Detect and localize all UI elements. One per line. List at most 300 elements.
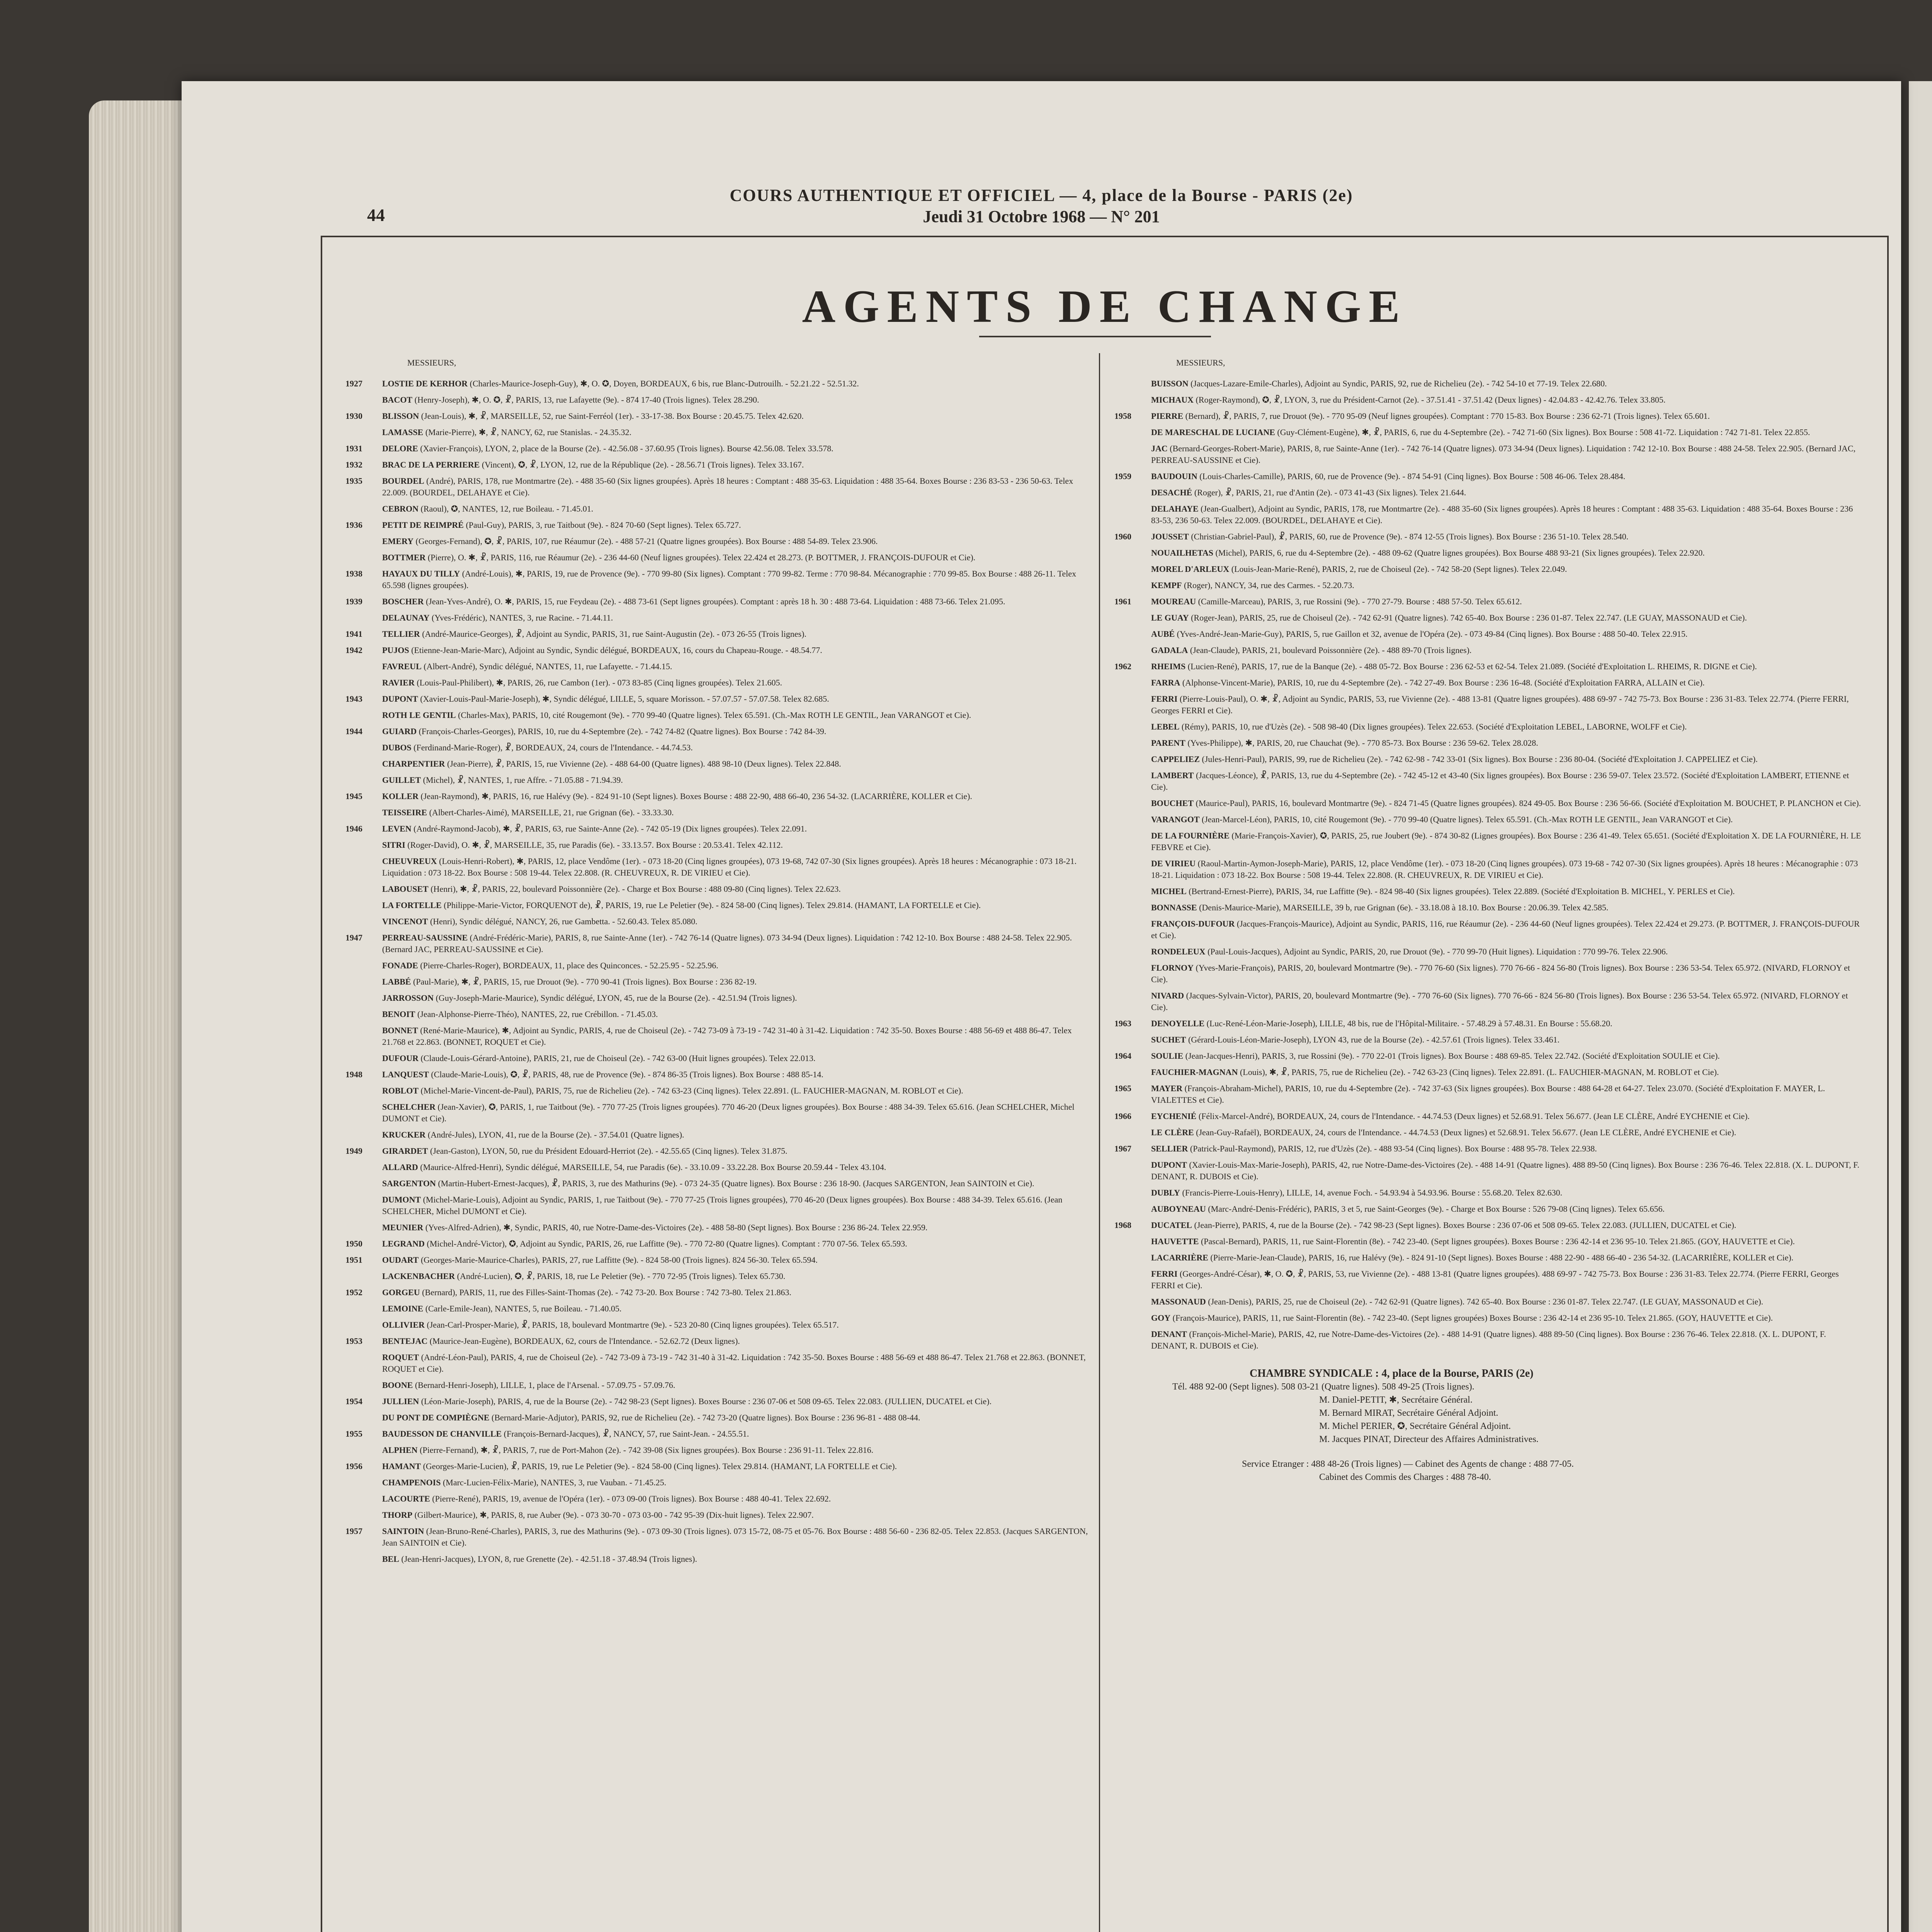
agent-details: (Maurice-Alfred-Henri), Syndic délégué, MARSEILLE, 54, rue Paradis (6e). - 33.10.09 - 33.22.28. Box Bourse 20.59.44 - Telex 43.104. (420, 1162, 886, 1172)
agent-entry (1114, 1127, 1864, 1138)
entry-year (1114, 798, 1151, 809)
agent-details: (Maurice-Paul), PARIS, 16, boulevard Montmartre (9e). - 824 71-45 (Quatre lignes groupées). 824 49-05. Box Bourse : 236 56-66. (Société d'Exploitation M. BOUCHET, P. PLANCHON et Cie). (1196, 798, 1861, 808)
agent-details: (Jacques-Sylvain-Victor), PARIS, 20, boulevard Montmartre (9e). - 770 76-60 (Six lignes). 770 76-66 - 824 56-80 (Trois lignes). Box Bourse : 236 53-54. Telex 65.972. (NIVARD, FLORNOY et Cie). (1151, 991, 1848, 1012)
content-frame (321, 236, 1889, 1932)
agent-entry (1114, 1159, 1864, 1182)
agent-entry (345, 976, 1095, 988)
entry-year (345, 677, 382, 689)
entry-year (1114, 830, 1151, 853)
chambre-tel: Tél. 488 92-00 (Sept lignes). 508 03-21 (Quatre lignes). 508 49-25 (Trois lignes). (1172, 1382, 1475, 1392)
entry-year (1114, 645, 1151, 656)
agent-name: CEBRON (382, 504, 419, 514)
agent-details: (Roger-David), O. ✱, ☧, MARSEILLE, 35, rue Paradis (6e). - 33.13.57. Box Bourse : 20.53.41. Telex 42.112. (407, 840, 783, 850)
agent-name: VARANGOT (1151, 815, 1200, 824)
agent-entry (1114, 1018, 1864, 1029)
entry-year (345, 1493, 382, 1505)
entry-year (1114, 1127, 1151, 1138)
agent-entry (1114, 394, 1864, 406)
agent-details: (André-Frédéric-Marie), PARIS, 8, rue Sainte-Anne (1er). - 742 76-14 (Quatre lignes). 073 34-94 (Deux lignes). Liquidation : 742 12-10. Box Bourse : 488 24-58. Telex 22.905. (Bernard JAC, PERREAU-SAUSSINE et Cie). (382, 933, 1072, 954)
entry-body (382, 883, 1095, 895)
entry-body (1151, 1034, 1864, 1046)
agent-entry (345, 475, 1095, 498)
chambre-member: M. Daniel-PETIT, ✱, Secrétaire Général. (1319, 1395, 1473, 1405)
entry-year (1114, 1159, 1151, 1182)
agent-name: FERRI (1151, 1269, 1178, 1279)
agent-entry (1114, 677, 1864, 689)
agent-entry (345, 1009, 1095, 1020)
agent-name: MICHEL (1151, 886, 1187, 896)
entry-year (1114, 918, 1151, 941)
entry-body (382, 1509, 1095, 1521)
entry-body (382, 459, 1095, 471)
agent-entry (345, 503, 1095, 515)
entry-body (1151, 721, 1864, 733)
agent-name: BENOIT (382, 1009, 415, 1019)
entry-year (1114, 693, 1151, 716)
entry-body (1151, 645, 1864, 656)
entry-body (382, 916, 1095, 927)
agent-entry (345, 807, 1095, 818)
agent-entry (1114, 721, 1864, 733)
agent-name: BRAC DE LA PERRIERE (382, 460, 480, 469)
agent-name: MEUNIER (382, 1223, 423, 1232)
agent-entry (1114, 628, 1864, 640)
agent-entry (345, 916, 1095, 927)
entry-year (345, 855, 382, 879)
agent-name: PIERRE (1151, 411, 1184, 421)
entry-body (1151, 1143, 1864, 1155)
agent-entry (345, 536, 1095, 547)
agent-details: (Roger-Raymond), ✪, ☧, LYON, 3, rue du Président-Carnot (2e). - 37.51.41 - 37.51.42 (Deux lignes) - 42.04.83 - 42.42.76. Telex 33.805. (1196, 395, 1666, 405)
entry-body (382, 1101, 1095, 1124)
agent-entry (345, 1238, 1095, 1250)
entry-year (1114, 580, 1151, 591)
entry-year (1114, 563, 1151, 575)
agent-details: (Jacques-Léonce), ☧, PARIS, 13, rue du 4-Septembre (2e). - 742 45-12 et 43-40 (Six lignes groupées). Box Bourse : 236 59-07. Telex 23.572. (Société d'Exploitation LAMBERT, ETIENNE et Cie). (1151, 770, 1849, 792)
entry-body (1151, 677, 1864, 689)
agent-details: (Jean-Xavier), ✪, PARIS, 1, rue Taitbout (9e). - 770 77-25 (Trois lignes groupées). 770 46-20 (Deux lignes groupées). Box Bourse : 488 34-39. Telex 65.616. (Jean SCHELCHER, Michel DUMONT et Cie). (382, 1102, 1075, 1123)
agent-name: SELLIER (1151, 1144, 1188, 1153)
entry-body (382, 475, 1095, 498)
entry-body (1151, 753, 1864, 765)
agent-details: (Guy-Joseph-Marie-Maurice), Syndic délégué, LYON, 45, rue de la Bourse (2e). - 42.51.94 (Trois lignes). (435, 993, 797, 1003)
entry-body (382, 807, 1095, 818)
entry-year: 1948 (345, 1070, 362, 1079)
entry-year (1114, 378, 1151, 389)
entry-year (345, 503, 382, 515)
agent-entry (1114, 645, 1864, 656)
agent-entry (1114, 1050, 1864, 1062)
agent-name: LEGRAND (382, 1239, 425, 1248)
agent-name: RONDELEUX (1151, 947, 1206, 956)
agent-entry (345, 960, 1095, 971)
agent-details: (Bertrand-Ernest-Pierre), PARIS, 34, rue Laffitte (9e). - 824 98-40 (Six lignes groupées). Telex 22.889. (Société d'Exploitation B. MICHEL, Y. PERLES et Cie). (1189, 886, 1735, 896)
agent-entry (345, 596, 1095, 607)
entry-year (345, 1379, 382, 1391)
agent-entry (1114, 798, 1864, 809)
agent-entry (1114, 1111, 1864, 1122)
agent-entry (345, 443, 1095, 454)
agent-details: (Roger), ☧, PARIS, 21, rue d'Antin (2e). - 073 41-43 (Six lignes). Telex 21.644. (1194, 488, 1466, 497)
entry-body (1151, 503, 1864, 526)
chambre-member: M. Jacques PINAT, Directeur des Affaires Administratives. (1319, 1434, 1539, 1444)
entry-year (1114, 990, 1151, 1013)
right-column (1114, 357, 1864, 1932)
entry-body (1151, 1111, 1864, 1122)
agent-name: DUBLY (1151, 1188, 1180, 1197)
agent-details: (Louis-Paul-Philibert), ✱, PARIS, 26, rue Cambon (1er). - 073 83-85 (Cinq lignes groupées). Telex 21.605. (417, 678, 782, 687)
entry-body (382, 1319, 1095, 1331)
agent-entry (345, 645, 1095, 656)
entry-year (1114, 1252, 1151, 1264)
agent-details: (André-Maurice-Georges), ☧, Adjoint au Syndic, PARIS, 31, rue Saint-Augustin (2e). - 073 26-55 (Trois lignes). (422, 629, 807, 639)
entry-year: 1938 (345, 569, 362, 578)
entry-year: 1956 (345, 1461, 362, 1471)
agent-details: (André-Louis), ✱, PARIS, 19, rue de Provence (9e). - 770 99-80 (Six lignes). Comptant : 770 99-82. Terme : 770 98-84. Mécanographie : 770 99-85. Box Bourse : 488 26-11. Telex 65.598 (lignes groupées). (382, 569, 1077, 590)
page-header (182, 185, 1901, 226)
agent-name: LACARRIÈRE (1151, 1253, 1208, 1262)
agent-entry (1114, 1328, 1864, 1352)
agent-name: FRANÇOIS-DUFOUR (1151, 919, 1235, 929)
agent-details: (Henri), Syndic délégué, NANCY, 26, rue Gambetta. - 52.60.43. Telex 85.080. (430, 917, 697, 926)
agent-details: (Rémy), PARIS, 10, rue d'Uzès (2e). - 508 98-40 (Dix lignes groupées). Telex 22.653. (Société d'Exploitation LEBEL, LABORNE, WOLFF et Cie). (1181, 722, 1687, 731)
agent-entry (1114, 962, 1864, 985)
entry-body (1151, 830, 1864, 853)
agent-entry (1114, 531, 1864, 543)
agent-details: (Gilbert-Maurice), ✱, PARIS, 8, rue Auber (9e). - 073 30-70 - 073 03-00 - 742 95-39 (Dix-huit lignes). Telex 22.907. (414, 1510, 814, 1520)
entry-body (1151, 990, 1864, 1013)
agent-name: CAPPELIEZ (1151, 754, 1200, 764)
agent-name: DUPONT (1151, 1160, 1187, 1170)
chambre-title: CHAMBRE SYNDICALE : 4, place de la Bourse, PARIS (2e) (1250, 1367, 1534, 1379)
entry-body (1151, 918, 1864, 941)
entry-year: 1963 (1114, 1019, 1131, 1028)
agent-entry (1114, 661, 1864, 672)
entry-body (382, 709, 1095, 721)
entry-year: 1967 (1114, 1144, 1131, 1153)
agent-details: (Albert-André), Syndic délégué, NANTES, 11, rue Lafayette. - 71.44.15. (423, 662, 672, 671)
agent-entry (345, 1254, 1095, 1266)
entry-body (382, 758, 1095, 770)
entry-year (345, 1025, 382, 1048)
agent-details: (Georges-André-César), ✱, O. ✪, ☧, PARIS, 53, rue Vivienne (2e). - 488 13-81 (Quatre lignes groupées). 488 69-97 - 742 75-73. Box Bourse : 236 31-83. Telex 22.774. (Pierre FERRI, Georges FERRI et Cie). (1151, 1269, 1839, 1290)
entry-year (1114, 1203, 1151, 1215)
agent-details: (Patrick-Paul-Raymond), PARIS, 12, rue d'Uzès (2e). - 488 93-54 (Cinq lignes). Box Bourse : 488 95-78. Telex 22.938. (1190, 1144, 1597, 1153)
entry-year (345, 1444, 382, 1456)
agent-entry (345, 932, 1095, 955)
entry-body (382, 693, 1095, 705)
agent-details: (Charles-Max), PARIS, 10, cité Rougemont (9e). - 770 99-40 (Quatre lignes). Telex 65.591. (Ch.-Max ROTH LE GENTIL, Jean VARANGOT et Cie). (458, 710, 971, 720)
entry-body (382, 378, 1095, 389)
agent-entry (345, 883, 1095, 895)
entry-body (382, 855, 1095, 879)
agent-name: BONNET (382, 1026, 418, 1035)
agent-entry (1114, 1203, 1864, 1215)
entry-year (345, 900, 382, 911)
agent-name: MASSONAUD (1151, 1297, 1206, 1306)
agent-details: (Paul-Guy), PARIS, 3, rue Taitbout (9e). - 824 70-60 (Sept lignes). Telex 65.727. (466, 520, 741, 530)
agent-name: CHEUVREUX (382, 856, 437, 866)
entry-year (1114, 737, 1151, 749)
agent-details: (Marc-André-Denis-Frédéric), PARIS, 3 et 5, rue Saint-Georges (9e). - Charge et Box Bourse : 526 79-08 (Cinq lignes). Telex 65.656. (1208, 1204, 1665, 1214)
agent-entry (1114, 1083, 1864, 1106)
agent-entry (345, 1287, 1095, 1298)
agent-name: JULLIEN (382, 1396, 419, 1406)
agent-name: BAUDOUIN (1151, 471, 1197, 481)
agent-name: LACKENBACHER (382, 1271, 455, 1281)
entry-year (1114, 487, 1151, 498)
agent-name: BLISSON (382, 411, 419, 421)
entry-year (345, 774, 382, 786)
entry-year (345, 1303, 382, 1315)
entry-year (1114, 814, 1151, 825)
agent-entry (1114, 596, 1864, 607)
entry-year: 1935 (345, 476, 362, 486)
agent-name: KRUCKER (382, 1130, 426, 1139)
entry-body (1151, 1083, 1864, 1106)
entry-year: 1936 (345, 520, 362, 530)
agent-entry (345, 427, 1095, 438)
entry-body (382, 839, 1095, 851)
agent-details: (Michel-Marie-Louis), Adjoint au Syndic, PARIS, 1, rue Taitbout (9e). - 770 77-25 (Trois lignes groupées), 770 46-20 (Deux lignes groupées). Box Bourse : 488 34-39. Telex 65.616. (Jean SCHELCHER, Michel DUMONT et Cie). (382, 1195, 1063, 1216)
agent-name: RHEIMS (1151, 662, 1186, 671)
agent-entry (345, 410, 1095, 422)
entry-body (382, 1428, 1095, 1440)
agent-details: (Yves-André-Jean-Marie-Guy), PARIS, 5, rue Gaillon et 32, avenue de l'Opéra (2e). - 073 49-84 (Cinq lignes). Box Bourse : 488 50-40. Telex 22.915. (1177, 629, 1688, 639)
entry-year (345, 1129, 382, 1141)
agent-details: (Jules-Henri-Paul), PARIS, 99, rue de Richelieu (2e). - 742 62-98 - 742 33-01 (Six lignes). Box Bourse : 236 80-04. (Société d'Exploitation J. CAPPELIEZ et Cie). (1202, 754, 1758, 764)
agent-details: (Jean-Yves-André), O. ✱, PARIS, 15, rue Feydeau (2e). - 488 73-61 (Sept lignes groupées). Comptant : après 18 h. 30 : 488 73-64. Liquidation : 488 73-66. Telex 21.095. (426, 597, 1005, 606)
entry-year (345, 536, 382, 547)
agent-list-right (1114, 378, 1864, 1352)
agent-details: (Claude-Marie-Louis), ✪, ☧, PARIS, 48, rue de Provence (9e). - 874 86-35 (Trois lignes). Box Bourse : 488 85-14. (431, 1070, 823, 1079)
agent-details: (Albert-Charles-Aimé), MARSEILLE, 21, rue Grignan (6e). - 33.33.30. (429, 808, 674, 817)
entry-year (345, 394, 382, 406)
entry-year: 1957 (345, 1526, 362, 1536)
agent-entry (1114, 471, 1864, 482)
entry-body (382, 443, 1095, 454)
entry-body (1151, 1296, 1864, 1308)
agent-details: (Etienne-Jean-Marie-Marc), Adjoint au Syndic, Syndic délégué, BORDEAUX, 16, cours du Chapeau-Rouge. - 48.54.77. (411, 645, 822, 655)
service-etranger: Service Etranger : 488 48-26 (Trois lignes) — Cabinet des Agents de change : 488 77-05. (1242, 1459, 1574, 1469)
agent-name: ROBLOT (382, 1086, 419, 1095)
agent-details: (André-Jules), LYON, 41, rue de la Bourse (2e). - 37.54.01 (Quatre lignes). (427, 1130, 684, 1139)
entry-body (382, 1379, 1095, 1391)
agent-entry (345, 742, 1095, 753)
entry-year: 1966 (1114, 1111, 1131, 1121)
agent-entry (1114, 1066, 1864, 1078)
title-rule (979, 336, 1211, 337)
agent-name: BOONE (382, 1380, 413, 1390)
agent-name: ALLARD (382, 1162, 418, 1172)
entry-body (1151, 1066, 1864, 1078)
agent-entry (345, 394, 1095, 406)
agent-details: (Charles-Maurice-Joseph-Guy), ✱, O. ✪, Doyen, BORDEAUX, 6 bis, rue Blanc-Dutrouilh. - 52.21.22 - 52.51.32. (469, 379, 859, 388)
agent-name: LEBEL (1151, 722, 1180, 731)
agent-name: PERREAU-SAUSSINE (382, 933, 468, 942)
agent-name: DU PONT DE COMPIÈGNE (382, 1413, 490, 1422)
agent-name: LABOUSET (382, 884, 429, 894)
agent-entry (345, 693, 1095, 705)
agent-entry (345, 823, 1095, 835)
agent-entry (345, 552, 1095, 563)
entry-year: 1953 (345, 1336, 362, 1346)
agent-entry (345, 628, 1095, 640)
agent-details: (Jean-Alphonse-Pierre-Théo), NANTES, 22, rue Crébillon. - 71.45.03. (417, 1009, 658, 1019)
agent-entry (345, 1101, 1095, 1124)
entry-body (382, 742, 1095, 753)
agent-entry (345, 1194, 1095, 1217)
entry-body (382, 1396, 1095, 1407)
agent-entry (1114, 1143, 1864, 1155)
agent-entry (345, 1444, 1095, 1456)
entry-body (1151, 770, 1864, 793)
agent-details: (Jean-Marcel-Léon), PARIS, 10, cité Rougemont (9e). - 770 99-40 (Quatre lignes). Telex 65.591. (Ch.-Max ROTH LE GENTIL, Jean VARANGOT et Cie). (1202, 815, 1733, 824)
agent-name: BAUDESSON DE CHANVILLE (382, 1429, 502, 1439)
agent-name: KOLLER (382, 791, 419, 801)
agent-name: BOUCHET (1151, 798, 1194, 808)
entry-year (1114, 1034, 1151, 1046)
agent-entry (1114, 580, 1864, 591)
agent-name: JOUSSET (1151, 532, 1189, 541)
entry-body (382, 791, 1095, 802)
entry-body (382, 568, 1095, 591)
entry-body (1151, 394, 1864, 406)
agent-name: LOSTIE DE KERHOR (382, 379, 468, 388)
entry-year (1114, 612, 1151, 624)
agent-details: (Xavier-Louis-Max-Marie-Joseph), PARIS, 42, rue Notre-Dame-des-Victoires (2e). - 488 14-91 (Quatre lignes). 488 89-50 (Cinq lignes). Box Bourse : 236 76-46. Telex 22.818. (X. L. DUPONT, F. DENANT, R. DUBOIS et Cie). (1151, 1160, 1860, 1181)
entry-year (345, 960, 382, 971)
agent-details: (Michel), ☧, NANTES, 1, rue Affre. - 71.05.88 - 71.94.39. (423, 775, 623, 785)
agent-details: (Raoul), ✪, NANTES, 12, rue Boileau. - 71.45.01. (420, 504, 594, 514)
agent-entry (345, 726, 1095, 737)
agent-details: (Georges-Marie-Maurice-Charles), PARIS, 27, rue Laffitte (9e). - 824 58-00 (Trois lignes). 824 56-30. Telex 65.594. (421, 1255, 818, 1265)
agent-name: HAMANT (382, 1461, 421, 1471)
entry-year (345, 807, 382, 818)
entry-body (1151, 563, 1864, 575)
entry-body (382, 1178, 1095, 1189)
entry-year (1114, 1268, 1151, 1291)
entry-year (345, 742, 382, 753)
agent-details: (Paul-Marie), ✱, ☧, PARIS, 15, rue Drouot (9e). - 770 90-41 (Trois lignes). Box Bourse : 236 82-19. (413, 977, 757, 986)
agent-details: (Bernard-Marie-Adjutor), PARIS, 92, rue de Richelieu (2e). - 742 73-20 (Quatre lignes). Box Bourse : 236 96-81 - 488 08-44. (492, 1413, 920, 1422)
agent-details: (Marie-Pierre), ✱, ☧, NANCY, 62, rue Stanislas. - 24.35.32. (425, 427, 632, 437)
agent-details: (René-Marie-Maurice), ✱, Adjoint au Syndic, PARIS, 4, rue de Choiseul (2e). - 742 73-09 à 73-19 - 742 31-40 à 31-42. Liquidation : 742 35-50. Boxes Bourse : 488 56-69 et 488 86-47. Telex 21.768 et 22.863. (BONNET, ROQUET et Cie). (382, 1026, 1072, 1047)
gazette-page (182, 81, 1901, 1932)
agent-details: (François-Abraham-Michel), PARIS, 10, rue du 4-Septembre (2e). - 742 37-63 (Six lignes groupées). Box Bourse : 488 64-28 et 64-27. Telex 23.070. (Société d'Exploitation F. MAYER, L. VIALETTES et Cie). (1151, 1083, 1825, 1105)
entry-year (1114, 946, 1151, 957)
agent-name: CHARPENTIER (382, 759, 445, 769)
agent-details: (Léon-Marie-Joseph), PARIS, 4, rue de la Bourse (2e). - 742 98-23 (Sept lignes). Boxes Bourse : 236 07-06 et 508 09-65. Telex 22.083. (JULLIEN, DUCATEL et Cie). (421, 1396, 992, 1406)
entry-body (1151, 1050, 1864, 1062)
agent-entry (345, 1222, 1095, 1233)
agent-name: BOSCHER (382, 597, 424, 606)
agent-entry (1114, 770, 1864, 793)
agent-details: (Louis), ✱, ☧, PARIS, 75, rue de Richelieu (2e). - 742 63-23 (Cinq lignes). Telex 22.891. (L. FAUCHIER-MAGNAN, M. ROBLOT et Cie). (1240, 1067, 1719, 1077)
agent-details: (Pierre), O. ✱, ☧, PARIS, 116, rue Réaumur (2e). - 236 44-60 (Neuf lignes groupées). Telex 22.424 et 28.273. (P. BOTTMER, J. FRANÇOIS-DUFOUR et Cie). (427, 553, 976, 562)
agent-name: ROTH LE GENTIL (382, 710, 456, 720)
entry-year (1114, 394, 1151, 406)
agent-name: SCHELCHER (382, 1102, 436, 1112)
entry-body (382, 1553, 1095, 1565)
agent-name: FAUCHIER-MAGNAN (1151, 1067, 1238, 1077)
agent-name: BOURDEL (382, 476, 424, 486)
entry-year (345, 1509, 382, 1521)
entry-body (382, 596, 1095, 607)
entry-body (1151, 580, 1864, 591)
entry-year (1114, 858, 1151, 881)
agent-entry (345, 1396, 1095, 1407)
entry-year: 1932 (345, 460, 362, 469)
agent-name: THORP (382, 1510, 413, 1520)
agent-details: (Jean-Claude), PARIS, 21, boulevard Poissonnière (2e). - 488 89-70 (Trois lignes). (1190, 645, 1472, 655)
agent-name: GIRARDET (382, 1146, 428, 1156)
agent-list-left (345, 378, 1095, 1565)
entry-year (345, 661, 382, 672)
agent-name: GUIARD (382, 726, 417, 736)
agent-details: (Xavier-François), LYON, 2, place de la Bourse (2e). - 42.56.08 - 37.60.95 (Trois lignes). Bourse 42.56.08. Telex 33.578. (420, 444, 833, 453)
entry-year: 1943 (345, 694, 362, 704)
agent-details: (Paul-Louis-Jacques), Adjoint au Syndic, PARIS, 20, rue Drouot (9e). - 770 99-70 (Huit lignes). Liquidation : 770 99-76. Telex 22.906. (1208, 947, 1668, 956)
entry-body (382, 536, 1095, 547)
agent-details: (Henry-Joseph), ✱, O. ✪, ☧, PARIS, 13, rue Lafayette (9e). - 874 17-40 (Trois lignes). Telex 28.290. (414, 395, 759, 405)
agent-name: SARGENTON (382, 1179, 436, 1188)
agent-details: (Carle-Emile-Jean), NANTES, 5, rue Boileau. - 71.40.05. (425, 1304, 622, 1313)
entry-year (1114, 886, 1151, 897)
entry-body (382, 1461, 1095, 1472)
entry-year: 1946 (345, 824, 362, 833)
agent-entry (345, 855, 1095, 879)
agent-entry (345, 612, 1095, 624)
agent-details: (Lucien-René), PARIS, 17, rue de la Banque (2e). - 488 05-72. Box Bourse : 236 62-53 et 62-54. Telex 21.089. (Société d'Exploitation L. RHEIMS, R. DIGNE et Cie). (1187, 662, 1757, 671)
agent-entry (345, 1270, 1095, 1282)
agent-name: FAVREUL (382, 662, 422, 671)
agent-details: (Georges-Marie-Lucien), ☧, PARIS, 19, rue Le Peletier (9e). - 824 58-00 (Cinq lignes). Telex 29.814. (HAMANT, LA FORTELLE et Cie). (423, 1461, 897, 1471)
entry-year: 1964 (1114, 1051, 1131, 1061)
agent-name: MICHAUX (1151, 395, 1194, 405)
entry-year: 1930 (345, 411, 362, 421)
agent-details: (Xavier-Louis-Paul-Marie-Joseph), ✱, Syndic délégué, LILLE, 5, square Morisson. - 57.07.57 - 57.07.58. Telex 82.685. (420, 694, 829, 704)
entry-year (1114, 1187, 1151, 1199)
chambre-member: M. Bernard MIRAT, Secrétaire Général Adjoint. (1319, 1408, 1498, 1418)
entry-year (345, 1222, 382, 1233)
agent-name: DELAUNAY (382, 613, 430, 622)
agent-name: EYCHENIÉ (1151, 1111, 1197, 1121)
agent-name: NOUAILHETAS (1151, 548, 1213, 558)
agent-name: AUBÉ (1151, 629, 1175, 639)
agent-details: (Yves-Philippe), ✱, PARIS, 20, rue Chauchat (9e). - 770 85-73. Box Bourse : 236 59-62. Telex 28.028. (1187, 738, 1538, 748)
agent-name: GADALA (1151, 645, 1188, 655)
agent-name: BEL (382, 1554, 400, 1564)
agent-name: KEMPF (1151, 580, 1182, 590)
agent-name: HAUVETTE (1151, 1236, 1199, 1246)
agent-details: (Maurice-Jean-Eugène), BORDEAUX, 62, cours de l'Intendance. - 52.62.72 (Deux lignes). (429, 1336, 740, 1346)
entry-year (1114, 1296, 1151, 1308)
agent-name: MOUREAU (1151, 597, 1196, 606)
agent-name: DELAHAYE (1151, 504, 1199, 514)
agent-name: GOY (1151, 1313, 1171, 1323)
entry-year (345, 1553, 382, 1565)
entry-year: 1962 (1114, 662, 1131, 671)
entry-body (382, 1009, 1095, 1020)
agent-name: PETIT DE REIMPRÉ (382, 520, 464, 530)
entry-body (1151, 547, 1864, 559)
entry-body (382, 1194, 1095, 1217)
agent-details: (Claude-Louis-Gérard-Antoine), PARIS, 21, rue de Choiseul (2e). - 742 63-00 (Huit lignes groupées). Telex 22.013. (420, 1053, 816, 1063)
entry-body (382, 1477, 1095, 1488)
agent-entry (345, 1412, 1095, 1423)
agent-name: DELORE (382, 444, 418, 453)
